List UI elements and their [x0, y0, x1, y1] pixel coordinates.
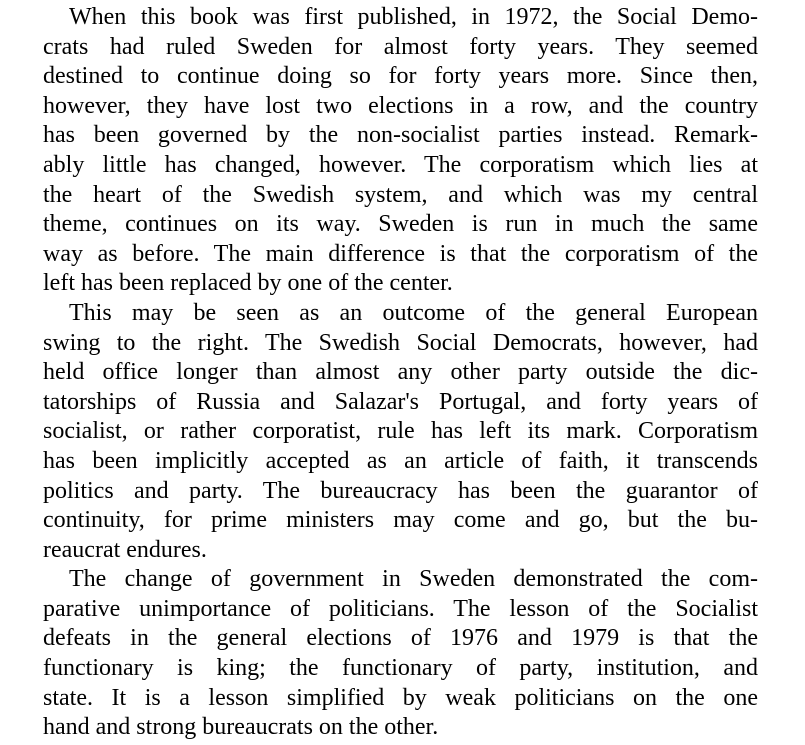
text-line: reaucrat endures. — [43, 536, 207, 563]
paragraph-1 — [43, 3, 758, 299]
text-line: parative unimportance of politicians. The lesson of the Socialist — [43, 595, 758, 622]
text-line: defeats in the general elections of 1976 and 1979 is that the — [43, 625, 758, 652]
text-line: politics and party. The bureaucracy has been the guarantor of — [43, 477, 758, 504]
text-line: crats had ruled Sweden for almost forty years. They seemed — [43, 33, 758, 60]
text-line: continuity, for prime ministers may come and go, but the bu- — [43, 507, 758, 534]
text-line: has been governed by the non-socialist parties instead. Remark- — [43, 122, 758, 149]
text-line: has been implicitly accepted as an article of faith, it transcends — [43, 447, 758, 474]
book-page — [43, 3, 758, 743]
text-line: tatorships of Russia and Salazar's Portugal, and forty years of — [43, 388, 758, 415]
text-line: The change of government in Sweden demonstrated the com- — [69, 566, 758, 593]
text-line: however, they have lost two elections in a row, and the country — [43, 92, 758, 119]
paragraph-3 — [43, 565, 758, 743]
text-line: When this book was first published, in 1972, the Social Demo- — [69, 4, 758, 30]
text-line: This may be seen as an outcome of the general European — [69, 299, 758, 326]
text-line: functionary is king; the functionary of party, institution, and — [43, 655, 758, 682]
text-line: destined to continue doing so for forty years more. Since then, — [43, 63, 758, 90]
text-line: swing to the right. The Swedish Social Democrats, however, had — [43, 329, 758, 356]
text-line: state. It is a lesson simplified by weak politicians on the one — [43, 684, 758, 711]
text-line: theme, continues on its way. Sweden is run in much the same — [43, 211, 758, 238]
text-line: hand and strong bureaucrats on the other. — [43, 714, 439, 741]
text-line: left has been replaced by one of the center. — [43, 270, 453, 297]
paragraph-2 — [43, 299, 758, 565]
text-line: way as before. The main difference is that the corporatism of the — [43, 240, 758, 267]
text-line: held office longer than almost any other party outside the dic- — [43, 359, 758, 386]
text-line: ably little has changed, however. The corporatism which lies at — [43, 151, 758, 178]
text-line: the heart of the Swedish system, and which was my central — [43, 181, 758, 208]
text-line: socialist, or rather corporatist, rule has left its mark. Corporatism — [43, 418, 758, 445]
